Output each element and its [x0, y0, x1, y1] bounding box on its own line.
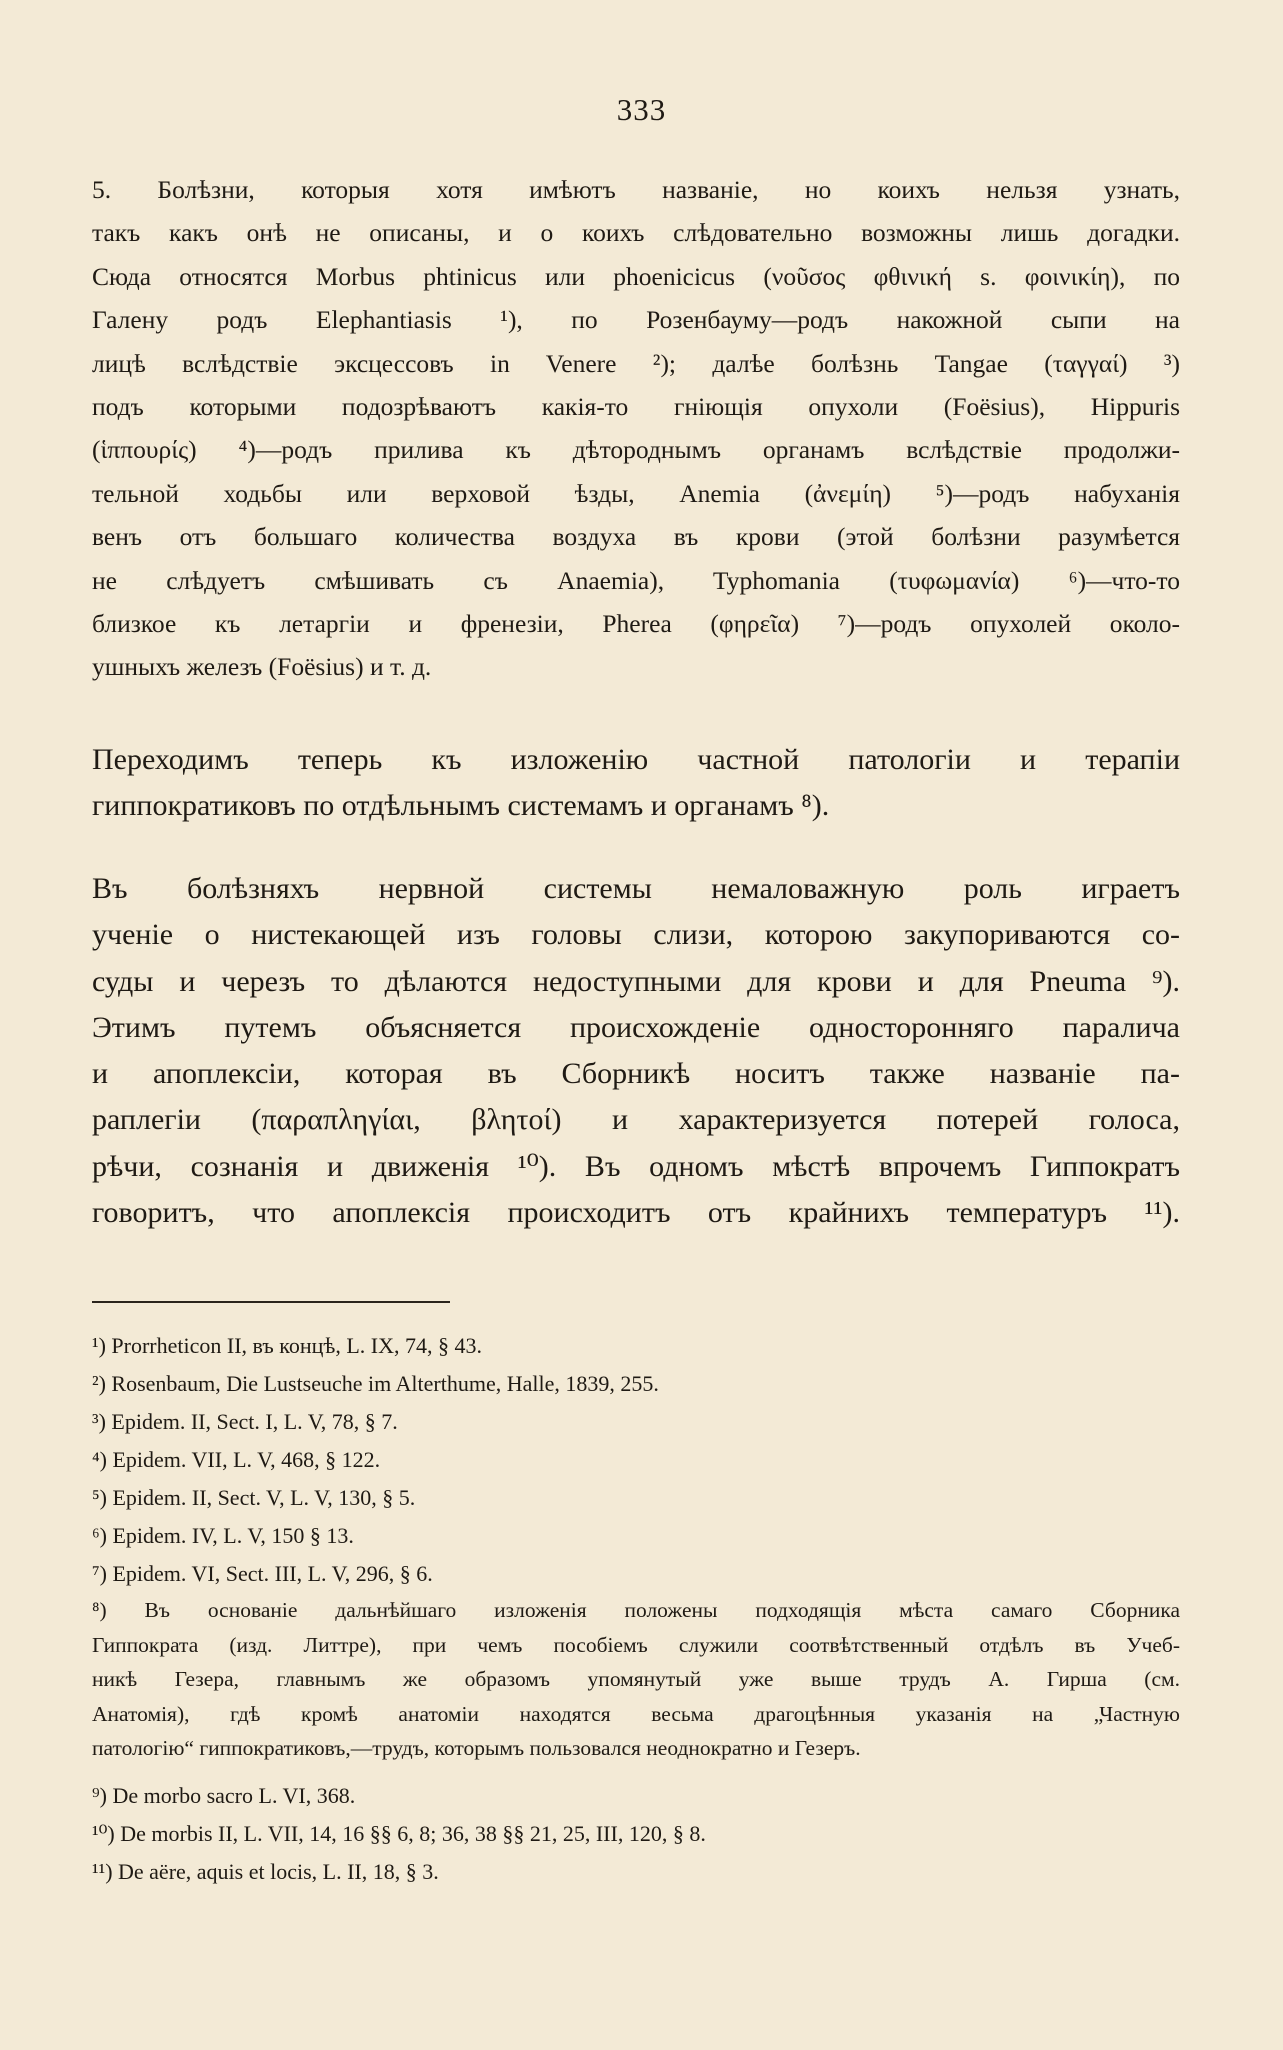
text-line: рѣчи, сознанія и движенія ¹⁰). Въ одномъ мѣстѣ впрочемъ Гиппократъ	[92, 1149, 1180, 1183]
text-line: (ἱππουρίς) ⁴)—родъ прилива къ дѣтороднымъ органамъ вслѣдствіе продолжи-	[92, 435, 1180, 465]
footnote-line: ⁸) Въ основаніе дальнѣйшаго изложенія положены подходящія мѣста самаго Сборника	[92, 1598, 1180, 1622]
text-line: 5. Болѣзни, которыя хотя имѣютъ названіе, но коихъ нельзя узнать,	[92, 175, 1180, 204]
text-line: Этимъ путемъ объясняется происхожденіе односторонняго паралича	[92, 1010, 1180, 1044]
text-line: раплегіи (παραπληγίαι, βλητοί) и характеризуется потерей голоса,	[92, 1103, 1180, 1137]
footnote: ³) Epidem. II, Sect. I, L. V, 78, § 7.	[92, 1409, 398, 1434]
footnote: ⁴) Epidem. VII, L. V, 468, § 122.	[92, 1447, 381, 1472]
footnote: ⁷) Epidem. VI, Sect. III, L. V, 296, § 6.	[92, 1561, 433, 1586]
footnote: ¹⁰) De morbis II, L. VII, 14, 16 §§ 6, 8; 36, 38 §§ 21, 25, III, 120, § 8.	[92, 1821, 706, 1846]
text-line: венъ отъ большаго количества воздуха въ крови (этой болѣзни разумѣется	[92, 522, 1180, 552]
text-line: тельной ходьбы или верховой ѣзды, Anemia (ἀνεμίη) ⁵)—родъ набуханія	[92, 478, 1180, 508]
paragraph-diseases-list	[92, 168, 1180, 689]
text-line: гиппократиковъ по отдѣльнымъ системамъ и органамъ ⁸).	[92, 789, 830, 822]
text-line: ученіе о нистекающей изъ головы слизи, которою закупориваются со-	[92, 918, 1180, 952]
paragraph-nervous-system	[92, 866, 1180, 1236]
footnote: ⁵) Epidem. II, Sect. V, L. V, 130, § 5.	[92, 1485, 416, 1510]
text-line: лицѣ вслѣдствіе эксцессовъ in Venere ²); далѣе болѣзнь Tangae (ταγγαί) ³)	[92, 348, 1180, 378]
footnote-line: никѣ Гезера, главнымъ же образомъ упомянутый уже выше трудъ А. Гирша (см.	[92, 1667, 1180, 1691]
text-line: Галену родъ Elephantiasis ¹), по Розенбауму—родъ накожной сыпи на	[92, 305, 1180, 335]
text-line: Въ болѣзняхъ нервной системы немаловажную роль играетъ	[92, 872, 1180, 905]
footnote: ⁶) Epidem. IV, L. V, 150 § 13.	[92, 1523, 354, 1548]
text-line: такъ какъ онѣ не описаны, и о коихъ слѣдовательно возможны лишь догадки.	[92, 218, 1180, 248]
text-line: ушныхъ железъ (Foësius) и т. д.	[92, 652, 432, 682]
text-line: не слѣдуетъ смѣшивать съ Anaemia), Typhomania (τυφωμανία) ⁶)—что-то	[92, 565, 1180, 595]
text-line: подъ которыми подозрѣваютъ какія-то гніющія опухоли (Foësius), Hippuris	[92, 392, 1180, 422]
footnote: ⁹) De morbo sacro L. VI, 368.	[92, 1783, 356, 1808]
footnote-line: Анатомія), гдѣ кромѣ анатоміи находятся весьма драгоцѣнныя указанія на „Частную	[92, 1701, 1180, 1726]
text-line: говоритъ, что апоплексія происходитъ отъ крайнихъ температуръ ¹¹).	[92, 1196, 1180, 1230]
paragraph-transition	[92, 737, 1180, 829]
footnote-separator	[92, 1301, 450, 1303]
footnote-8	[92, 1593, 1180, 1766]
footnote-line: Гиппократа (изд. Литтре), при чемъ пособіемъ служили соотвѣтственный отдѣлъ въ Учеб-	[92, 1632, 1180, 1657]
footnote: ²) Rosenbaum, Die Lustseuche im Alterthume, Halle, 1839, 255.	[92, 1371, 659, 1396]
footnote-line: патологію“ гиппократиковъ,—трудъ, которымъ пользовался неоднократно и Гезеръ.	[92, 1736, 861, 1760]
footnote: ¹) Prorrheticon II, въ концѣ, L. IX, 74, § 43.	[92, 1333, 482, 1358]
text-line: близкое къ летаргіи и френезіи, Pherea (φηρεῖα) ⁷)—родъ опухолей около-	[92, 609, 1180, 639]
text-line: и апоплексіи, которая въ Сборникѣ носитъ также названіе па-	[92, 1057, 1180, 1091]
text-line: суды и черезъ то дѣлаются недоступными для крови и для Pneuma ⁹).	[92, 964, 1180, 998]
text-line: Переходимъ теперь къ изложенію частной патологіи и терапіи	[92, 743, 1180, 776]
footnote: ¹¹) De aëre, aquis et locis, L. II, 18, § 3.	[92, 1859, 439, 1884]
text-line: Сюда относятся Morbus phtinicus или phoenicicus (νοῦσος φθινική s. φοινικίη), по	[92, 261, 1180, 291]
page-number: 333	[616, 92, 667, 127]
